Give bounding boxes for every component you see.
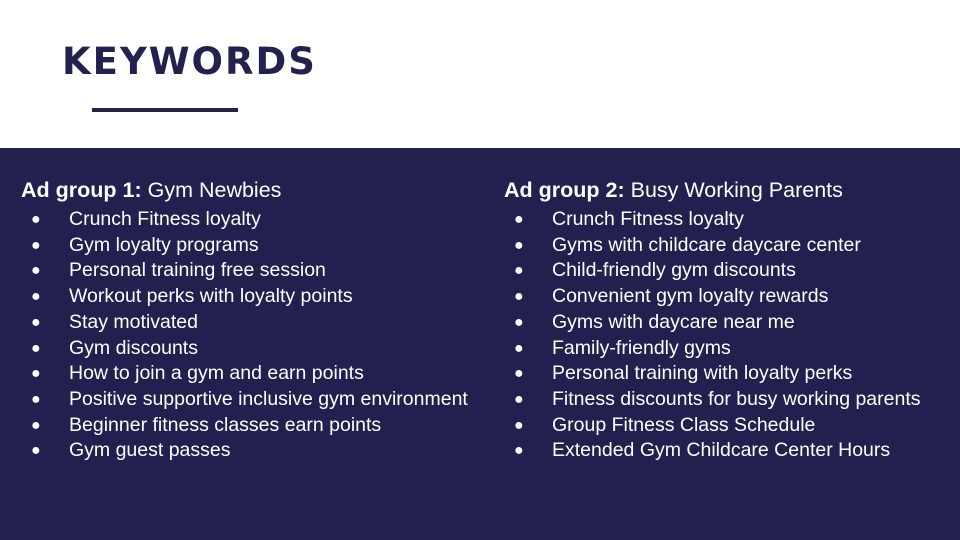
bullet-icon: ● [31,262,41,280]
keyword-text: Family-friendly gyms [552,336,731,359]
bullet-icon: ● [514,313,524,331]
bullet-icon: ● [31,416,41,434]
bullet-icon: ● [31,211,41,228]
keyword-text: Crunch Fitness loyalty [69,208,261,230]
bullet-icon: ● [514,262,524,280]
keyword-item [21,438,476,464]
bullet-icon: ● [31,442,41,460]
ad-group-1-heading [21,177,476,203]
bullet-icon: ● [514,442,524,460]
keyword-text: How to join a gym and earn points [69,362,364,385]
keyword-item [504,336,954,362]
keyword-text: Child-friendly gym discounts [552,259,796,282]
keyword-text: Gyms with childcare daycare center [552,233,861,256]
keyword-text: Gym discounts [69,336,198,359]
keyword-item [504,258,954,284]
keyword-text: Gyms with daycare near me [552,310,795,333]
keyword-text: Personal training with loyalty perks [552,362,853,385]
keyword-item [504,233,954,259]
bullet-icon: ● [31,365,41,383]
slide-title: KEYWORDS [62,40,317,83]
keyword-item [21,258,476,284]
bullet-icon: ● [514,211,524,228]
keyword-text: Fitness discounts for busy working parents [552,387,921,410]
keyword-item [504,387,954,413]
bullet-icon: ● [31,339,41,357]
keyword-item [21,413,476,439]
keyword-item [21,207,476,233]
keyword-text: Group Fitness Class Schedule [552,413,816,436]
ad-group-2-name: Busy Working Parents [624,178,843,202]
keyword-text: Gym loyalty programs [69,233,259,256]
ad-group-1-name: Gym Newbies [141,178,282,202]
bullet-icon: ● [31,390,41,408]
ad-group-1 [21,177,476,464]
keyword-item [504,284,954,310]
keyword-item [504,361,954,387]
bullet-icon: ● [514,416,524,434]
keyword-text: Stay motivated [69,310,198,333]
ad-group-2 [504,177,954,464]
bullet-icon: ● [514,365,524,383]
bullet-icon: ● [31,236,41,254]
keyword-item [21,361,476,387]
keyword-item [504,413,954,439]
keyword-text: Crunch Fitness loyalty [552,208,744,230]
ad-group-2-heading [504,177,954,203]
bullet-icon: ● [514,288,524,306]
keyword-text: Workout perks with loyalty points [69,285,353,308]
keyword-text: Convenient gym loyalty rewards [552,285,829,308]
bullet-icon: ● [31,313,41,331]
bullet-icon: ● [514,339,524,357]
keyword-item [21,387,476,413]
keyword-text: Gym guest passes [69,439,231,462]
keyword-text: Personal training free session [69,259,326,282]
ad-group-2-keyword-list [504,207,954,464]
keyword-text: Beginner fitness classes earn points [69,413,382,436]
keyword-item [504,310,954,336]
bullet-icon: ● [514,390,524,408]
keyword-item [504,438,954,464]
ad-group-1-label: Ad group 1: [21,178,142,202]
bullet-icon: ● [514,236,524,254]
keyword-item [21,336,476,362]
keyword-item [504,207,954,233]
ad-group-2-label: Ad group 2: [504,178,625,202]
keyword-item [21,284,476,310]
title-underline [92,108,238,112]
ad-group-1-keyword-list [21,207,476,464]
keyword-item [21,310,476,336]
bullet-icon: ● [31,288,41,306]
keyword-text: Positive supportive inclusive gym environment [69,387,468,410]
keyword-text: Extended Gym Childcare Center Hours [552,439,891,462]
keyword-item [21,233,476,259]
